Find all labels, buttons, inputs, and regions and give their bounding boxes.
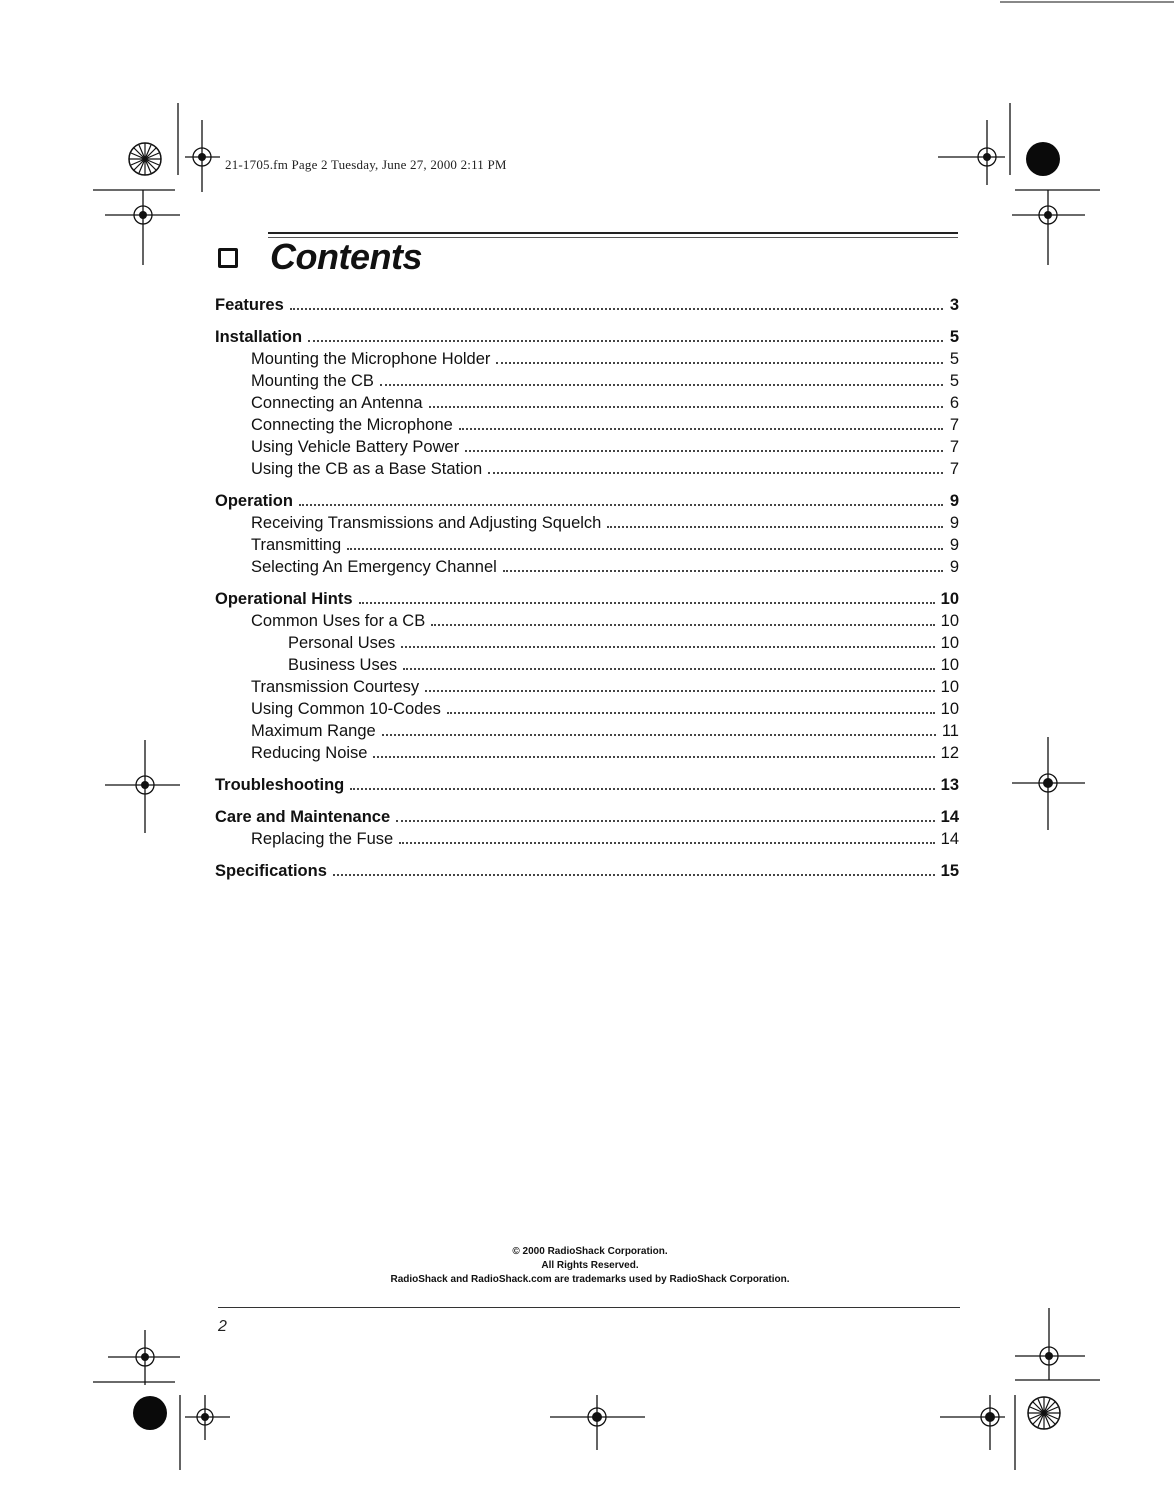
dot-leader: [447, 711, 935, 714]
starburst-icon: [129, 143, 161, 175]
dot-leader: [425, 689, 935, 692]
dot-leader: [333, 873, 935, 876]
copyright-line: © 2000 RadioShack Corporation.: [512, 1246, 668, 1257]
crosshair-icon: [550, 1395, 645, 1450]
toc-entry-label: Connecting an Antenna: [251, 394, 423, 412]
toc-entry-label: Mounting the CB: [251, 372, 374, 390]
crosshair-icon: [105, 190, 180, 265]
toc-entry-label: Care and Maintenance: [215, 808, 391, 826]
toc-entry-label: Features: [215, 296, 284, 314]
crosshair-icon: [1015, 1308, 1085, 1380]
toc-entry-label: Operational Hints: [215, 590, 353, 608]
toc-entry[interactable]: [215, 436, 959, 458]
toc-entry-page: 10: [940, 590, 959, 608]
toc-entry-page: 10: [940, 656, 959, 674]
toc-entry-label: Using Common 10-Codes: [251, 700, 441, 718]
crosshair-icon: [1012, 190, 1085, 265]
toc-entry[interactable]: [215, 370, 959, 392]
toc-entry-page: 9: [949, 492, 959, 510]
toc-entry-page: 5: [949, 350, 959, 368]
toc-entry-page: 7: [949, 416, 959, 434]
toc-entry-label: Installation: [215, 328, 303, 346]
toc-entry-page: 10: [940, 612, 959, 630]
toc-entry-page: 7: [949, 460, 959, 478]
dot-leader: [359, 601, 935, 604]
toc-entry[interactable]: [215, 458, 959, 480]
page-title: Contents: [270, 236, 422, 277]
toc-entry[interactable]: [215, 698, 959, 720]
toc-entry-label: Maximum Range: [251, 722, 376, 740]
toc-entry-page: 5: [949, 372, 959, 390]
toc-entry-page: 5: [949, 328, 959, 346]
toc-entry[interactable]: [215, 654, 959, 676]
toc-entry[interactable]: [215, 392, 959, 414]
trademark-line: RadioShack and RadioShack.com are trademarks used by RadioShack Corporation.: [390, 1274, 790, 1285]
toc-entry[interactable]: [215, 414, 959, 436]
toc-entry-label: Using the CB as a Base Station: [251, 460, 483, 478]
toc-entry-label: Connecting the Microphone: [251, 416, 453, 434]
dot-leader: [429, 405, 943, 408]
toc-entry-page: 3: [949, 296, 959, 314]
toc-entry-page: 9: [949, 558, 959, 576]
toc-entry[interactable]: [215, 348, 959, 370]
crosshair-icon: [938, 120, 1005, 185]
toc-entry[interactable]: [215, 610, 959, 632]
dot-leader: [399, 841, 934, 844]
toc-entry-page: 9: [949, 514, 959, 532]
toc-entry-label: Business Uses: [288, 656, 398, 674]
toc-entry[interactable]: [215, 806, 959, 828]
dot-leader: [431, 623, 934, 626]
dot-leader: [459, 427, 943, 430]
toc-entry-page: 15: [940, 862, 959, 880]
crosshair-icon: [940, 1395, 1005, 1450]
dot-leader: [350, 787, 934, 790]
registration-dot-icon: [133, 1396, 167, 1430]
dot-leader: [308, 339, 943, 342]
dot-leader: [290, 307, 943, 310]
file-header: 21-1705.fm Page 2 Tuesday, June 27, 2000 2:11 PM: [225, 157, 507, 172]
toc-entry-page: 14: [940, 808, 959, 826]
toc-entry-page: 14: [940, 830, 959, 848]
dot-leader: [607, 525, 943, 528]
dot-leader: [396, 819, 935, 822]
registration-dot-icon: [1026, 142, 1060, 176]
dot-leader: [496, 361, 943, 364]
dot-leader: [373, 755, 934, 758]
toc-entry[interactable]: [215, 676, 959, 698]
toc-entry-label: Using Vehicle Battery Power: [251, 438, 460, 456]
copyright-footer: [300, 1245, 880, 1287]
toc-entry[interactable]: [215, 828, 959, 850]
title-rule: [268, 232, 958, 234]
toc-entry-label: Transmitting: [251, 536, 342, 554]
page-number: 2: [218, 1318, 227, 1335]
table-of-contents: [215, 294, 959, 882]
toc-entry-page: 10: [940, 634, 959, 652]
toc-entry-label: Common Uses for a CB: [251, 612, 426, 630]
dot-leader: [401, 645, 934, 648]
toc-entry[interactable]: [215, 512, 959, 534]
dot-leader: [382, 733, 936, 736]
starburst-icon: [1028, 1397, 1060, 1429]
toc-entry-page: 7: [949, 438, 959, 456]
toc-entry-label: Replacing the Fuse: [251, 830, 394, 848]
toc-entry-label: Personal Uses: [288, 634, 396, 652]
toc-entry-label: Transmission Courtesy: [251, 678, 420, 696]
toc-entry[interactable]: [215, 490, 959, 512]
toc-entry-page: 6: [949, 394, 959, 412]
toc-entry-label: Reducing Noise: [251, 744, 368, 762]
toc-entry[interactable]: [215, 860, 959, 882]
toc-entry-label: Receiving Transmissions and Adjusting Squelch: [251, 514, 602, 532]
toc-entry-page: 10: [940, 700, 959, 718]
toc-entry-label: Mounting the Microphone Holder: [251, 350, 491, 368]
toc-entry-page: 10: [940, 678, 959, 696]
toc-entry-label: Troubleshooting: [215, 776, 345, 794]
toc-entry[interactable]: [215, 774, 959, 796]
toc-entry-label: Operation: [215, 492, 293, 510]
toc-entry[interactable]: [215, 294, 959, 316]
dot-leader: [403, 667, 935, 670]
rights-line: All Rights Reserved.: [541, 1260, 639, 1271]
dot-leader: [299, 503, 943, 506]
dot-leader: [488, 471, 943, 474]
toc-entry[interactable]: [215, 556, 959, 578]
toc-entry-label: Specifications: [215, 862, 327, 880]
toc-entry[interactable]: [215, 588, 959, 610]
toc-entry-label: Selecting An Emergency Channel: [251, 558, 497, 576]
checkbox-square-icon: [218, 248, 238, 268]
dot-leader: [380, 383, 943, 386]
toc-entry-page: 12: [940, 744, 959, 762]
toc-entry[interactable]: [215, 534, 959, 556]
toc-entry-page: 9: [949, 536, 959, 554]
toc-entry[interactable]: [215, 632, 959, 654]
toc-entry[interactable]: [215, 720, 959, 742]
dot-leader: [347, 547, 943, 550]
dot-leader: [503, 569, 943, 572]
bottom-rule: [218, 1307, 960, 1308]
toc-entry-page: 11: [941, 722, 959, 740]
toc-entry[interactable]: [215, 742, 959, 764]
dot-leader: [465, 449, 943, 452]
toc-entry[interactable]: [215, 326, 959, 348]
toc-entry-page: 13: [940, 776, 959, 794]
